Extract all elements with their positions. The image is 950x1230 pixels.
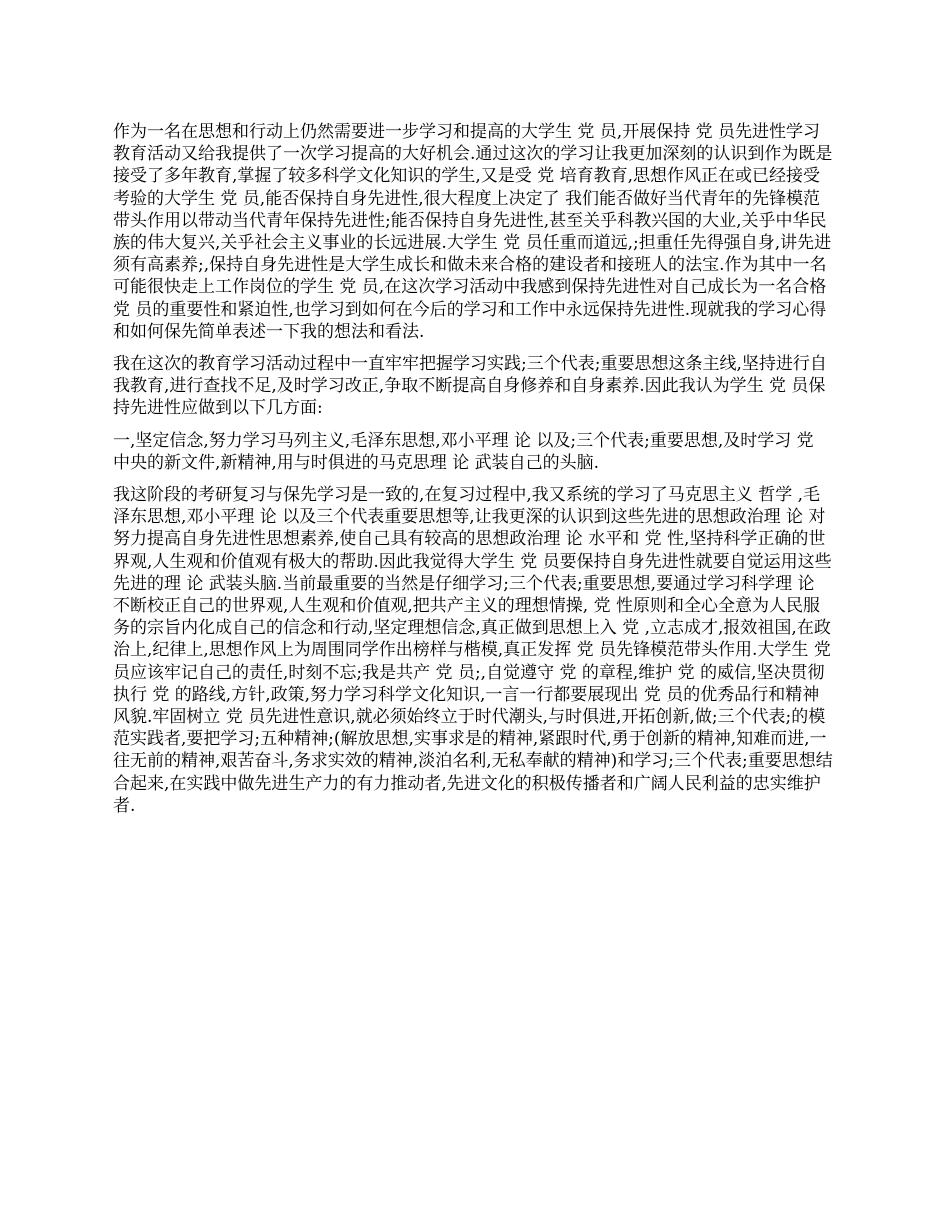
paragraph-study-detail: 我这阶段的考研复习与保先学习是一致的,在复习过程中,我又系统的学习了马克思主义 哲学 ,毛泽东思想,邓小平理 论 以及三个代表重要思想等,让我更深的认识到这些先进的思想政治理 论 对努力提高自身先进性思想素养,使自己具有较高的思想政治理 论 水平和 党 性,坚持科学正确的世界观,人生观和价值观有极大的帮助.因此我觉得大学生 党 员要保持自身先进性就要自觉运用这些先进的理 论 武装头脑.当前最重要的当然是仔细学习;三个代表;重要思想,要通过学习科学理 论 不断校正自己的世界观,人生观和价值观,把共产主义的理想情操, 党 性原则和全心全意为人民服务的宗旨内化成自己的信念和行动,坚定理想信念,真正做到思想上入 党 ,立志成才,报效祖国,在政治上,纪律上,思想作风上为周围同学作出榜样与楷模,真正发挥 党 员先锋模范带头作用.大学生 党 员应该牢记自己的责任,时刻不忘;我是共产 党 员;,自觉遵守 党 的章程,维护 党 的威信,坚决贯彻执行 党 的路线,方针,政策,努力学习科学文化知识,一言一行都要展现出 党 员的优秀品行和精神风貌.牢固树立 党 员先进性意识,就必须始终立于时代潮头,与时俱进,开拓创新,做;三个代表;的模范实践者,要把学习;五种精神;(解放思想,实事求是的精神,紧跟时代,勇于创新的精神,知难而进,一往无前的精神,艰苦奋斗,务求实效的精神,淡泊名利,无私奉献的精神)和学习;三个代表;重要思想结合起来,在实践中做先进生产力的有力推动者,先进文化的积极传播者和广阔人民利益的忠实维护者. [113, 485, 833, 816]
document-body [113, 121, 835, 827]
paragraph-intro: 作为一名在思想和行动上仍然需要进一步学习和提高的大学生 党 员,开展保持 党 员先进性学习教育活动又给我提供了一次学习提高的大好机会.通过这次的学习让我更加深刻的认识到作为既是接受了多年教育,掌握了较多科学文化知识的学生,又是受 党 培育教育,思想作风正在或已经接受考验的大学生 党 员,能否保持自身先进性,很大程度上决定了 我们能否做好当代青年的先锋模范带头作用以带动当代青年保持先进性;能否保持自身先进性,甚至关乎科教兴国的大业,关乎中华民族的伟大复兴,关乎社会主义事业的长远进展.大学生 党 员任重而道远,;担重任先得强自身,讲先进须有高素养;,保持自身先进性是大学生成长和做未来合格的建设者和接班人的法宝.作为其中一名可能很快走上工作岗位的学生 党 员,在这次学习活动中我感到保持先进性对自己成长为一名合格 党 员的重要性和紧迫性,也学习到如何在今后的学习和工作中永远保持先进性.现就我的学习心得和如何保先简单表述一下我的想法和看法. [113, 122, 833, 342]
paragraph-point-one: 一,坚定信念,努力学习马列主义,毛泽东思想,邓小平理 论 以及;三个代表;重要思想,及时学习 党 中央的新文件,新精神,用与时俱进的马克思理 论 武装自己的头脑. [113, 430, 814, 473]
paragraph-approach: 我在这次的教育学习活动过程中一直牢牢把握学习实践;三个代表;重要思想这条主线,坚持进行自我教育,进行查找不足,及时学习改正,争取不断提高自身修养和自身素养.因此我认为学生 党 员保持先进性应做到以下几方面: [113, 354, 827, 419]
